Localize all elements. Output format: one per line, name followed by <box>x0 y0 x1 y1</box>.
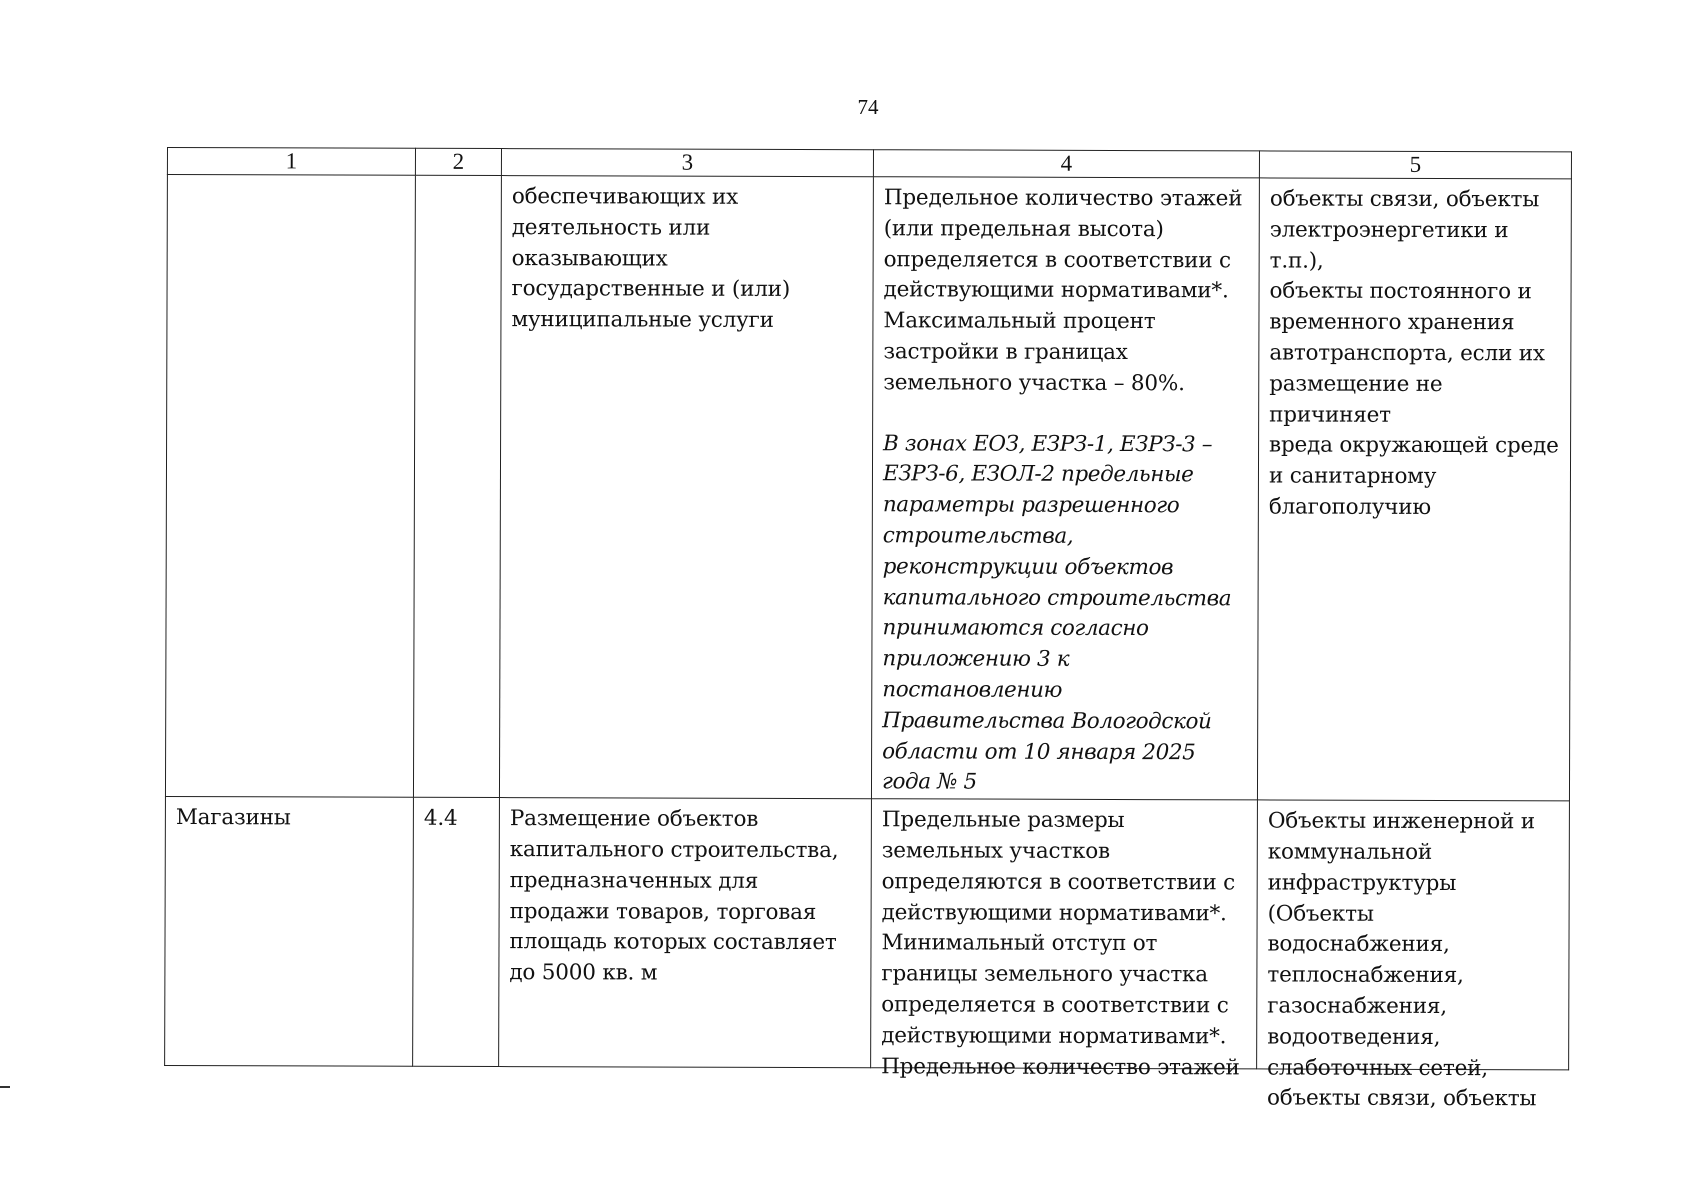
use-name-cell <box>165 175 415 798</box>
auxiliary-uses-text: объекты связи, объекты электроэнергетики и т.п.), объекты постоянного и временного хранения автотранспорта, если их размещение не причиняет вреда окружающей среде и санитарному благополучию <box>1268 186 1559 520</box>
auxiliary-uses-text: Объекты инженерной и коммунальной инфраструктуры (Объекты водоснабжения, теплоснабжения, газоснабжения, водоотведения, слаботочных сетей, объекты связи, объекты <box>1266 808 1537 1112</box>
use-code-text: 4.4 <box>423 805 458 832</box>
auxiliary-uses-cell <box>1257 178 1571 801</box>
table-row <box>165 797 1570 1070</box>
use-description-cell <box>499 176 873 799</box>
use-description-text: Размещение объектов капитального строительства, предназначенных для продажи товаров, торговая площадь которых составляет до 5000 кв. м <box>509 806 839 986</box>
use-code-cell <box>413 175 501 797</box>
parameters-text: Предельное количество этажей (или предельная высота) определяется в соответствии с действующими нормативами*. Максимальный процент застройки в границах земельного участка – 80%. <box>883 185 1243 396</box>
use-name-text: Магазины <box>175 805 291 831</box>
column-header: 2 <box>415 148 501 175</box>
column-header: 1 <box>167 148 415 176</box>
margin-tick-mark <box>0 1086 10 1088</box>
parameters-cell <box>871 799 1258 1080</box>
use-description-cell <box>499 798 872 1068</box>
zoning-table <box>164 147 1572 1112</box>
column-header: 3 <box>501 149 873 177</box>
zone-parameters-note: В зонах ЕОЗ, ЕЗРЗ-1, ЕЗРЗ-3 – ЕЗРЗ-6, ЕЗОЛ-2 предельные параметры разрешенного строительства, реконструкции объектов капитального строительства принимаются согласно приложению 3 к постановлению Правительства Вологодской области от 10 января 2025 года № 5 <box>881 430 1232 795</box>
use-description-text: обеспечивающих их деятельность или оказывающих государственные и (или) муниципальные услуги <box>511 184 791 334</box>
parameters-cell <box>871 177 1259 800</box>
column-header: 4 <box>873 150 1259 178</box>
parameters-text: Предельные размеры земельных участков определяются в соответствии с действующими нормативами*. Минимальный отступ от границы земельного участка определяется в соответствии с действующими нормативами*. Предельное количество этажей <box>881 807 1240 1080</box>
use-name-cell <box>165 797 414 1067</box>
page-number: 74 <box>857 95 879 119</box>
column-header: 5 <box>1259 151 1571 179</box>
table-row <box>165 175 1571 802</box>
use-code-cell <box>413 797 500 1066</box>
auxiliary-uses-cell <box>1257 800 1570 1112</box>
